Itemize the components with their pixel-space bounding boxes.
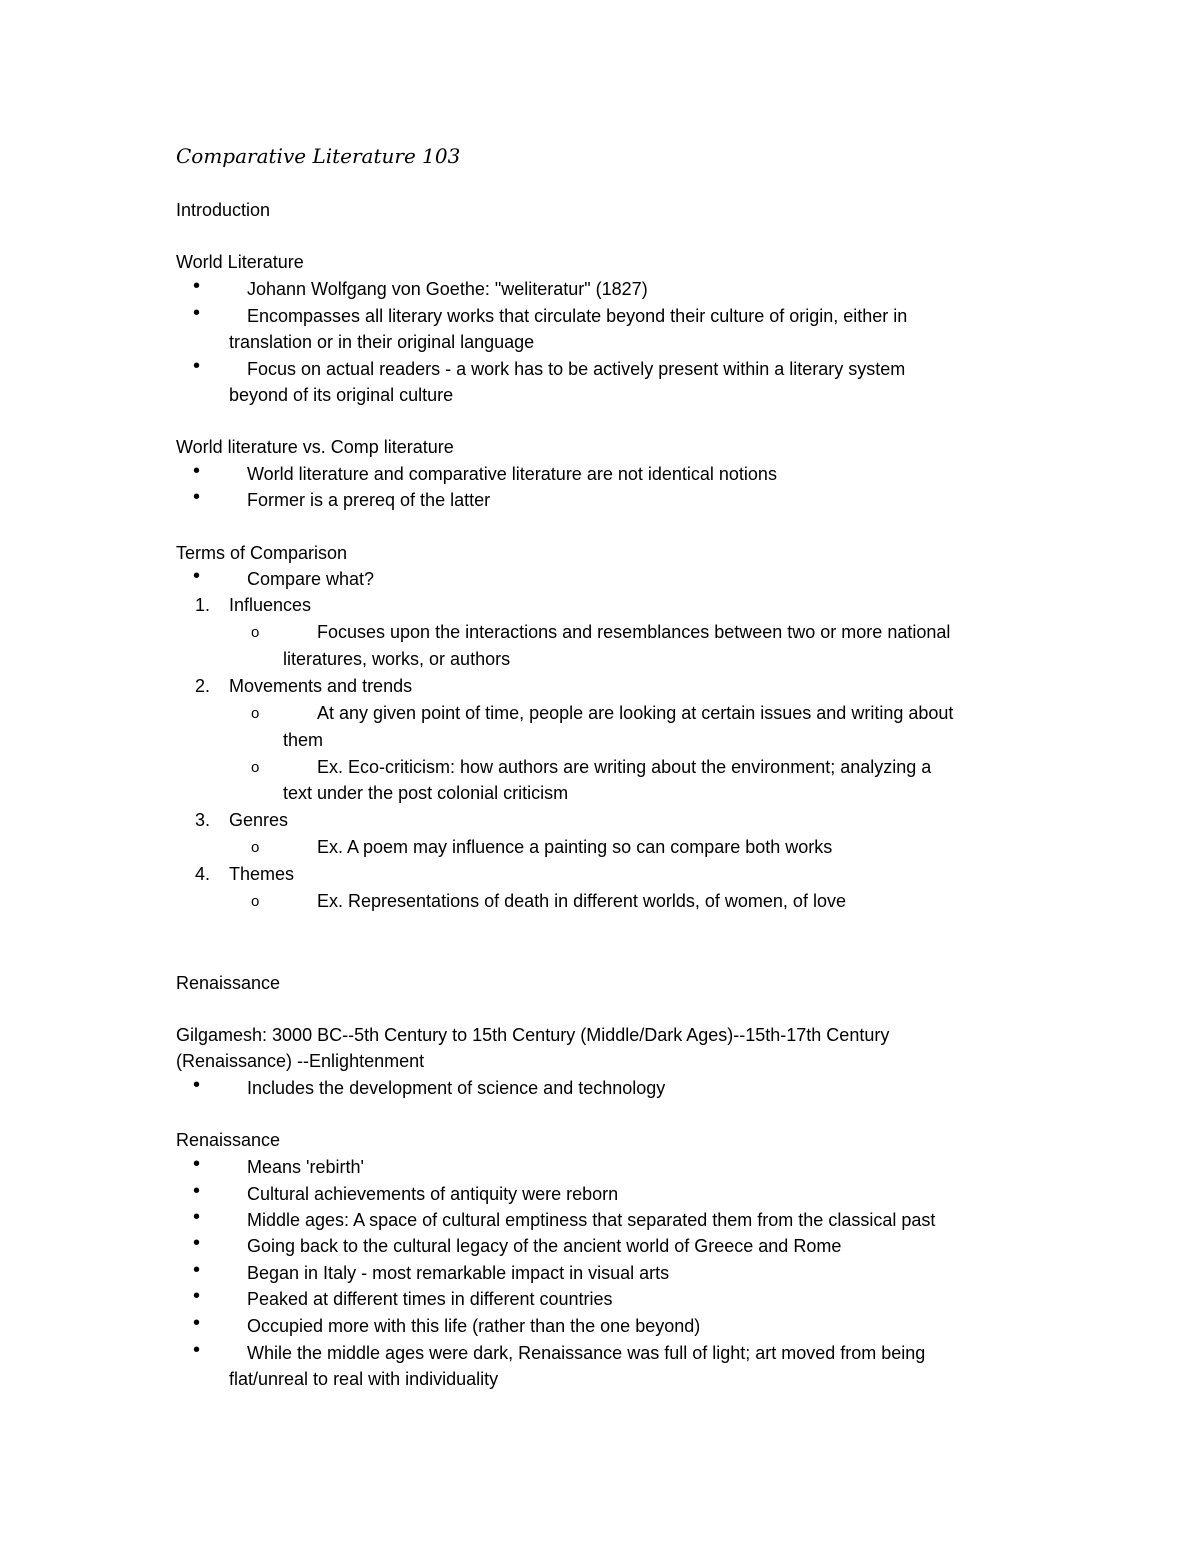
numbered-item: Influences [229,595,312,615]
list-item-continuation: translation or in their original language [229,332,535,352]
list-item: Peaked at different times in different countries [247,1289,613,1309]
section-heading-vs: World literature vs. Comp literature [176,437,454,457]
bullet-dot-icon: • [193,1312,201,1334]
list-number: 1. [195,595,211,615]
list-item: Means 'rebirth' [247,1157,364,1177]
list-number: 4. [195,864,211,884]
hollow-circle-icon: o [251,624,260,641]
hollow-circle-icon: o [251,705,260,722]
bullet-dot-icon: • [193,1285,201,1307]
list-item: Focus on actual readers - a work has to be actively present within a literary system [247,359,906,379]
numbered-item: Genres [229,810,289,830]
section-heading-terms: Terms of Comparison [176,543,348,563]
hollow-circle-icon: o [251,893,260,910]
sub-list-item: Ex. Eco-criticism: how authors are writing about the environment; analyzing a [317,757,932,777]
section-heading-renaissance: Renaissance [176,973,281,993]
bullet-dot-icon: • [193,565,201,587]
list-item: While the middle ages were dark, Renaissance was full of light; art moved from being [247,1343,926,1363]
hollow-circle-icon: o [251,839,260,856]
bullet-dot-icon: • [193,1206,201,1228]
numbered-item: Movements and trends [229,676,413,696]
sub-list-item: At any given point of time, people are looking at certain issues and writing about [317,703,954,723]
section-heading-renaissance-2: Renaissance [176,1130,281,1150]
numbered-item: Themes [229,864,295,884]
list-item: Cultural achievements of antiquity were reborn [247,1184,619,1204]
list-item: Began in Italy - most remarkable impact in visual arts [247,1263,670,1283]
bullet-dot-icon: • [193,1153,201,1175]
page-title: Comparative Literature 103 [176,144,461,168]
list-item: Going back to the cultural legacy of the ancient world of Greece and Rome [247,1236,842,1256]
bullet-dot-icon: • [193,355,201,377]
list-item-continuation: flat/unreal to real with individuality [229,1369,499,1389]
bullet-dot-icon: • [193,1180,201,1202]
timeline-text: Gilgamesh: 3000 BC--5th Century to 15th Century (Middle/Dark Ages)--15th-17th Century [176,1025,890,1045]
list-item: Middle ages: A space of cultural emptiness that separated them from the classical past [247,1210,936,1230]
bullet-dot-icon: • [193,1074,201,1096]
sub-list-item-continuation: literatures, works, or authors [283,649,511,669]
list-item: Includes the development of science and technology [247,1078,666,1098]
bullet-dot-icon: • [193,1339,201,1361]
list-item: Compare what? [247,569,375,589]
list-item: Encompasses all literary works that circulate beyond their culture of origin, either in [247,306,908,326]
bullet-dot-icon: • [193,275,201,297]
hollow-circle-icon: o [251,759,260,776]
sub-list-item: Ex. Representations of death in different worlds, of women, of love [317,891,846,911]
bullet-dot-icon: • [193,1232,201,1254]
timeline-text-continuation: (Renaissance) --Enlightenment [176,1051,425,1071]
bullet-dot-icon: • [193,486,201,508]
list-item: Former is a prereq of the latter [247,490,491,510]
bullet-dot-icon: • [193,460,201,482]
bullet-dot-icon: • [193,1259,201,1281]
list-number: 2. [195,676,211,696]
sub-list-item-continuation: text under the post colonial criticism [283,783,569,803]
list-item: Johann Wolfgang von Goethe: "weliteratur" (1827) [247,279,648,299]
list-item: World literature and comparative literature are not identical notions [247,464,777,484]
list-item-continuation: beyond of its original culture [229,385,454,405]
list-item: Occupied more with this life (rather than the one beyond) [247,1316,701,1336]
list-number: 3. [195,810,211,830]
section-heading-introduction: Introduction [176,200,271,220]
section-heading-world-literature: World Literature [176,252,304,272]
sub-list-item: Focuses upon the interactions and resemblances between two or more national [317,622,951,642]
sub-list-item: Ex. A poem may influence a painting so can compare both works [317,837,833,857]
sub-list-item-continuation: them [283,730,324,750]
bullet-dot-icon: • [193,302,201,324]
